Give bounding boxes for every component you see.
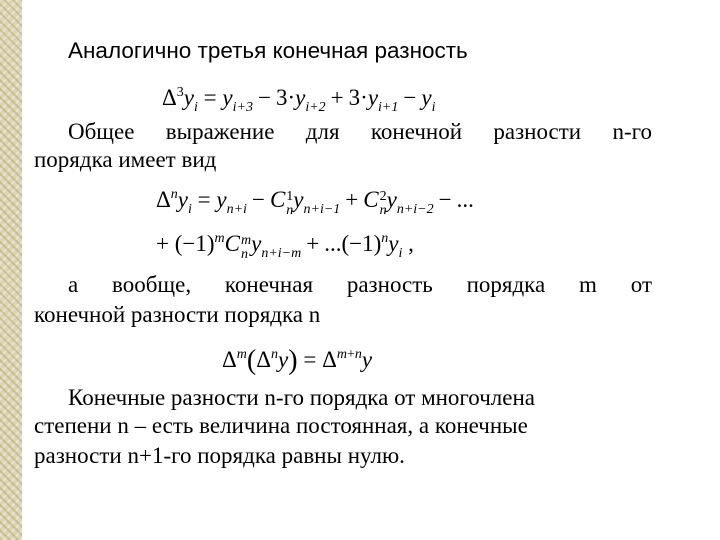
slide-content: [22, 0, 720, 540]
paragraph-general-expression-line1: Общее выражение для конечной разности n-го: [68, 119, 652, 144]
paragraph-composition-line2: конечной разности порядка n: [34, 302, 321, 327]
paragraph-conclusion-line2: степени n – есть величина постоянная, а конечные: [34, 413, 528, 438]
formula-composition: $\Delta^m(\Delta^ny) = \Delta^{m+n}y$: [222, 345, 373, 376]
paragraph-third-difference-intro: Аналогично третья конечная разность: [68, 38, 468, 63]
formula-third-difference: $\Delta^3y_i = y_{i+3} - 3\cdot y_{i+2} + 3\cdot y_{i+1} - y_i$: [162, 85, 436, 115]
paragraph-conclusion-line1: Конечные разности n-го порядка от многочлена: [68, 385, 535, 410]
paragraph-conclusion-line3: разности n+1-го порядка равны нулю.: [34, 443, 405, 468]
formula-general-line2: + $(-1)^mC$ m n $y_{n+i-m} + ...(-1)^ny_i$ ,: [156, 231, 414, 262]
paragraph-general-expression-line2: порядка имеет вид: [34, 147, 217, 172]
paragraph-composition-line1: а вообще, конечная разность порядка m от: [68, 272, 652, 297]
formula-general-line1: $\Delta^ny_i = y_{n+i} - C$ 1 n $y_{n+i-1} + C$ 2 n $y_{n+i-2}$ − ...: [156, 187, 474, 218]
decorative-side-stripe: [0, 0, 22, 540]
